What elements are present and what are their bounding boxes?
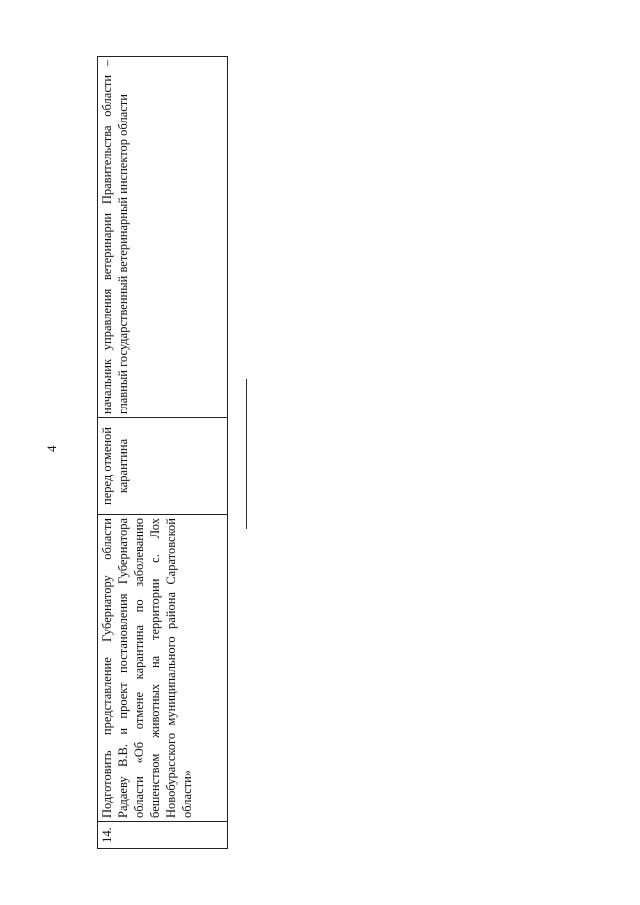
page-number: 4 xyxy=(44,445,59,452)
plan-table-grid xyxy=(97,56,228,849)
responsible-cell: начальник управления ветеринарии Правительства области – главный государственный ветеринарный инспектор области xyxy=(98,57,228,418)
row-number: 14. xyxy=(98,822,228,849)
plan-table xyxy=(97,56,228,849)
term-cell: перед отменой карантина xyxy=(98,418,228,515)
task-cell: Подготовить представление Губернатору области Радаеву В.В. и проект постановления Губернатора области «Об отмене карантина по заболеванию бешенством животных на территории с. Лох Новобурасского муниципального района Саратовской области» xyxy=(98,515,228,822)
table-row xyxy=(98,57,228,849)
end-separator-line xyxy=(246,379,247,529)
